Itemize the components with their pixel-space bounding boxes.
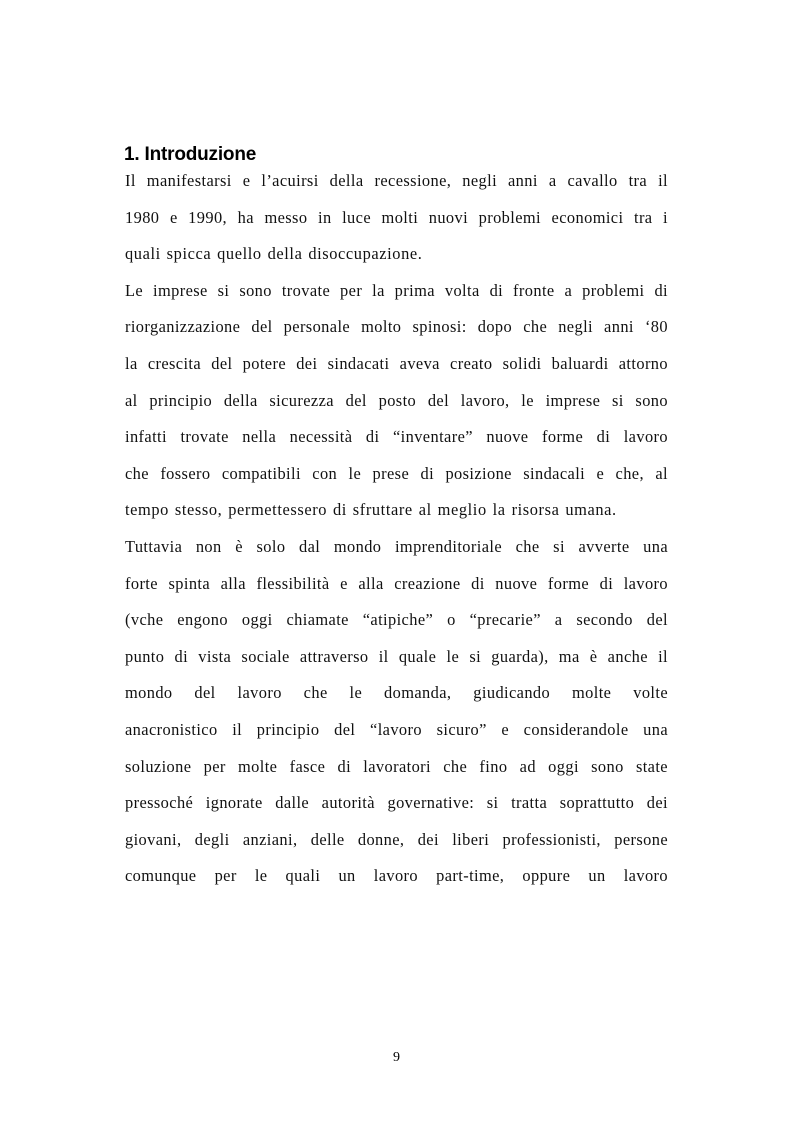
text-line: comunque per le quali un lavoro part-time, oppure un lavoro <box>125 866 668 886</box>
text-line: soluzione per molte fasce di lavoratori che fino ad oggi sono state <box>125 756 668 776</box>
text-line: infatti trovate nella necessità di “inventare” nuove forme di lavoro <box>125 427 668 447</box>
page-number: 9 <box>393 1050 400 1065</box>
text-line: (vche engono oggi chiamate “atipiche” o “precarie” a secondo del <box>125 610 668 630</box>
text-line: Il manifestarsi e l’acuirsi della recessione, negli anni a cavallo tra il <box>125 171 668 190</box>
text-line: la crescita del potere dei sindacati aveva creato solidi baluardi attorno <box>125 353 668 373</box>
text-line: 1980 e 1990, ha messo in luce molti nuovi problemi economici tra i <box>125 207 668 227</box>
text-line: riorganizzazione del personale molto spinosi: dopo che negli anni ‘80 <box>125 317 668 337</box>
text-line: giovani, degli anziani, delle donne, dei liberi professionisti, persone <box>125 829 668 849</box>
text-line: quali spicca quello della disoccupazione. <box>125 244 423 264</box>
text-line: al principio della sicurezza del posto del lavoro, le imprese si sono <box>125 390 668 410</box>
text-line: mondo del lavoro che le domanda, giudicando molte volte <box>125 683 668 703</box>
text-line: Le imprese si sono trovate per la prima volta di fronte a problemi di <box>125 280 668 300</box>
text-line: che fossero compatibili con le prese di posizione sindacali e che, al <box>125 463 668 483</box>
text-line: forte spinta alla flessibilità e alla creazione di nuove forme di lavoro <box>125 573 668 593</box>
text-line: Tuttavia non è solo dal mondo imprenditoriale che si avverte una <box>125 536 668 556</box>
text-line: tempo stesso, permettessero di sfruttare al meglio la risorsa umana. <box>125 500 617 520</box>
text-line: pressoché ignorate dalle autorità governative: si tratta soprattutto dei <box>125 793 668 813</box>
body-text <box>125 163 668 895</box>
text-line: punto di vista sociale attraverso il quale le si guarda), ma è anche il <box>125 646 668 666</box>
section-title: 1. Introduzione <box>124 144 257 165</box>
text-line: anacronistico il principio del “lavoro sicuro” e considerandole una <box>125 719 668 739</box>
